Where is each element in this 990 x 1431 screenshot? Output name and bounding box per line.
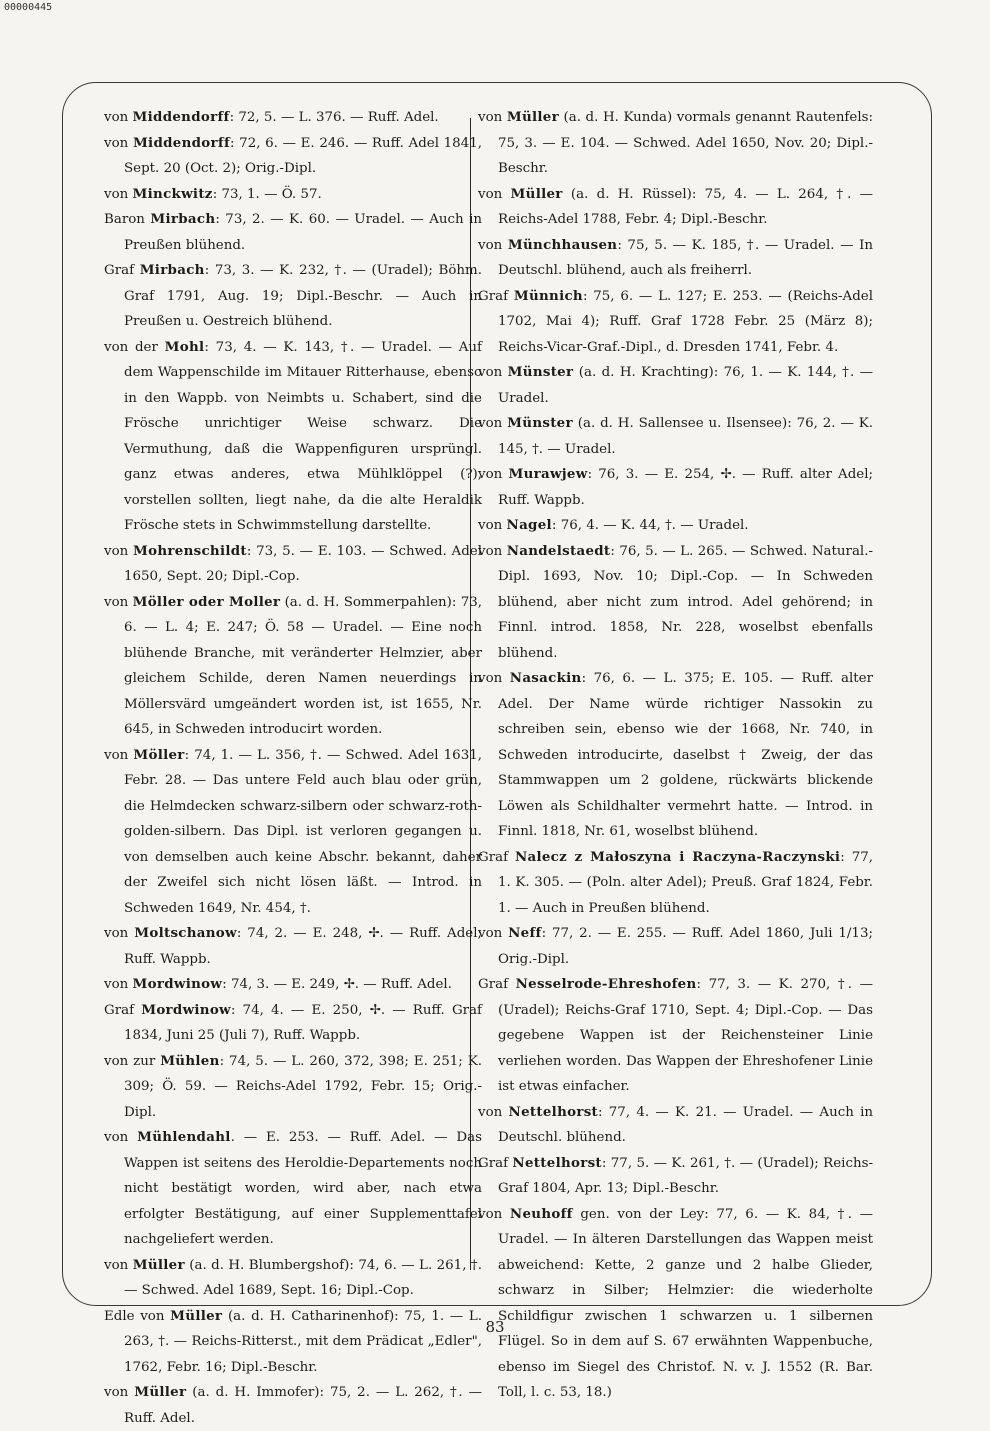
entry-prefix: Graf: [104, 1002, 135, 1018]
entry-name: Münnich: [513, 287, 583, 304]
entry-prefix: von: [478, 1104, 503, 1120]
entry-text: : 76, 6. — L. 375; E. 105. — Ruff. alter Adel. Der Name würde richtiger Nassokin zu schreiben sein, ebenso wie der 1668, Nr. 740, in Schweden introducirte, daselbst † Zweig, der das Stammwappen um 2 goldene, rückwärts blickende Löwen als Schildhalter vermehrt hatte. — Introd. in Finnl. 1818, Nr. 61, woselbst blühend.: [498, 671, 874, 839]
entry-prefix: von: [104, 1385, 129, 1400]
entry-name: Mirbach: [139, 262, 205, 278]
entry: [104, 258, 482, 335]
entry-name: Müller: [170, 1307, 223, 1324]
entry: [104, 131, 482, 182]
entry: [478, 462, 873, 513]
entry-text: (a. d. H. Rüssel): 75, 4. — L. 264, †. — Reichs-Adel 1788, Febr. 4; Dipl.-Beschr.: [498, 186, 873, 227]
entry-name: Mordwinow: [141, 1001, 231, 1018]
entry: [104, 1304, 482, 1381]
entry-text: : 74, 2. — E. 248, ✢. — Ruff. Adel; Ruff. Wappb.: [124, 926, 482, 967]
entry: [478, 666, 873, 845]
entry-name: Mohrenschildt: [133, 542, 247, 559]
entry-name: Nettelhorst: [508, 1103, 599, 1120]
entry: [104, 1049, 482, 1126]
entry: [104, 921, 482, 972]
entry-name: Mirbach: [150, 211, 216, 227]
entry-text: : 76, 4. — K. 44, †. — Uradel.: [551, 518, 749, 533]
entry-name: Nettelhorst: [512, 1154, 602, 1171]
entry-prefix: Graf: [478, 849, 509, 865]
entry-name: Nandelstaedt: [506, 542, 611, 559]
entry-prefix: von: [478, 467, 503, 482]
entry-name: Nagel: [506, 517, 552, 533]
entry-prefix: von: [478, 518, 503, 533]
entry: [478, 284, 873, 361]
entry-prefix: von: [104, 1257, 129, 1273]
entry-text: : 75, 6. — L. 127; E. 253. — (Reichs-Adel 1702, Mai 4); Ruff. Graf 1728 Febr. 25 (März 8); Reichs-Vicar-Graf.-Dipl., d. Dresden 1741, Febr. 4.: [498, 288, 873, 355]
entry-text: : 74, 4. — E. 250, ✢. — Ruff. Graf 1834, Juni 25 (Juli 7), Ruff. Wappb.: [124, 1002, 482, 1043]
entry-name: Münster: [507, 415, 573, 431]
entry: [478, 182, 873, 233]
entry-text: : 77, 5. — K. 261, †. — (Uradel); Reichs-Graf 1804, Apr. 13; Dipl.-Beschr.: [498, 1155, 873, 1196]
entry-text: (a. d. H. Sommerpahlen): 73, 6. — L. 4; E. 247; Ö. 58 — Uradel. — Eine noch blühende Branche, mit veränderter Helmzier, aber gleichem Schilde, deren Namen neuerdings in Möllersvärd umgeändert worden ist, ist 1655, Nr. 645, in Schweden introducirt worden.: [124, 594, 482, 737]
entry-name: Nalecz z Małoszyna i Raczyna-Raczynski: [514, 848, 841, 865]
entry-text: (a. d. H. Sallensee u. Ilsensee): 76, 2. — K. 145, †. — Uradel.: [498, 416, 873, 457]
entry-prefix: Graf: [478, 977, 509, 992]
entry-prefix: von: [478, 926, 503, 941]
entry: [478, 360, 873, 411]
entry-name: Nasackin: [509, 670, 582, 686]
right-column: [478, 105, 873, 1406]
entry-text: : 76, 5. — L. 265. — Schwed. Natural.-Dipl. 1693, Nov. 10; Dipl.-Cop. — In Schweden blühend, aber nicht zum introd. Adel gehörend; in Finnl. introd. 1858, Nr. 228, woselbst ebenfalls blühend.: [498, 543, 873, 661]
entry-prefix: Edle von: [104, 1308, 165, 1324]
entry-prefix: von: [478, 110, 503, 125]
entry: [104, 1253, 482, 1304]
entry-prefix: Baron: [104, 212, 145, 227]
entry-text: gen. von der Ley: 77, 6. — K. 84, †. — Uradel. — In älteren Darstellungen das Wappen meist abweichend: Kette, 2 ganze und 2 halbe Glieder, schwarz in Silber; Helmzier: die wiederholte Schildfigur zwischen 1 schwarzen u. 1 silbernen Flügel. So in dem auf S. 67 erwähnten Wappenbuche, ebenso im Siegel des Christof. N. v. J. 1552 (R. Bar. Toll, l. c. 53, 18.): [498, 1206, 873, 1400]
entry-text: : 75, 5. — K. 185, †. — Uradel. — In Deutschl. blühend, auch als freiherrl.: [498, 237, 874, 278]
entry-name: Mordwinow: [132, 976, 223, 992]
entry: [478, 233, 873, 284]
entry: [478, 411, 873, 462]
entry: [478, 1202, 873, 1406]
entry-name: Müller: [510, 185, 563, 202]
entry: [478, 845, 873, 922]
entry-text: (a. d. H. Blumbergshof): 74, 6. — L. 261, †. — Schwed. Adel 1689, Sept. 16; Dipl.-Cop.: [124, 1257, 482, 1298]
entry: [104, 105, 482, 131]
entry-text: : 73, 2. — K. 60. — Uradel. — Auch in Preußen blühend.: [124, 212, 482, 253]
entry: [478, 105, 873, 182]
entry-text: (a. d. H. Krachting): 76, 1. — K. 144, †. — Uradel.: [498, 365, 873, 406]
entry-prefix: von zur: [104, 1053, 156, 1069]
entry: [478, 921, 873, 972]
entry: [104, 743, 482, 922]
entry: [104, 972, 482, 998]
entry: [104, 539, 482, 590]
entry: [478, 972, 873, 1100]
entry: [478, 513, 873, 539]
entry-name: Middendorff: [132, 109, 230, 125]
entry-text: : 73, 4. — K. 143, †. — Uradel. — Auf dem Wappenschilde im Mitauer Ritterhause, ebenso in den Wappb. von Neimbts u. Schabert, sind die Frösche unrichtiger Weise schwarz. Die Vermuthung, daß die Wappenfiguren ursprüngl. ganz etwas anderes, etwa Mühlklöppel (?), vorstellen sollten, liegt nahe, da die alte Heraldik Frösche stets in Schwimmstellung darstellte.: [124, 339, 483, 533]
entry-name: Neuhoff: [509, 1205, 573, 1222]
entry-name: Moltschanow: [134, 925, 237, 941]
entry-name: Mühlen: [160, 1052, 220, 1069]
entry: [478, 1151, 873, 1202]
entry-text: . — E. 253. — Ruff. Adel. — Das Wappen ist seitens des Heroldie-Departements noch nicht bestätigt worden, wird aber, nach etwa erfolgter Bestätigung, auf einer Supplementtafel nachgeliefert werden.: [124, 1130, 482, 1247]
entry-prefix: von: [104, 977, 129, 992]
entry-text: : 73, 1. — Ö. 57.: [212, 186, 322, 202]
entry: [104, 590, 482, 743]
entry: [104, 998, 482, 1049]
entry-text: : 77, 4. — K. 21. — Uradel. — Auch in Deutschl. blühend.: [498, 1104, 873, 1145]
entry-prefix: von: [104, 926, 129, 941]
entry-name: Müller: [506, 109, 559, 125]
entry-prefix: Graf: [104, 263, 135, 278]
entry-text: : 74, 5. — L. 260, 372, 398; E. 251; K. 309; Ö. 59. — Reichs-Adel 1792, Febr. 15; Orig.-Dipl.: [124, 1053, 483, 1120]
entry-name: Neff: [508, 925, 542, 941]
entry: [478, 539, 873, 667]
entry-prefix: von: [478, 671, 503, 686]
entry-prefix: von: [478, 186, 503, 202]
entry-text: (a. d. H. Immofer): 75, 2. — L. 262, †. — Ruff. Adel.: [124, 1385, 482, 1426]
entry-prefix: von: [104, 135, 129, 151]
entry-text: : 73, 3. — K. 232, †. — (Uradel); Böhm. Graf 1791, Aug. 19; Dipl.-Beschr. — Auch in Preußen u. Oestreich blühend.: [124, 263, 482, 329]
entry: [104, 207, 482, 258]
entry-prefix: Graf: [478, 1155, 509, 1171]
entry-name: Müller: [134, 1384, 187, 1400]
entry-name: Möller: [133, 746, 185, 763]
entry-prefix: von: [104, 543, 129, 559]
entry-name: Müller: [132, 1256, 185, 1273]
entry-text: : 74, 1. — L. 356, †. — Schwed. Adel 1631, Febr. 28. — Das untere Feld auch blau oder grün, die Helmdecken schwarz-silbern oder schwarz-roth-golden-silbern. Das Dipl. ist verloren gegangen u. von demselben auch keine Abschr. bekannt, daher der Zweifel sich nicht lösen läßt. — Introd. in Schweden 1649, Nr. 454, †.: [124, 747, 482, 916]
entry-name: Nesselrode-Ehreshofen: [515, 976, 697, 992]
page-number: 83: [485, 1318, 505, 1336]
entry-text: : 72, 6. — E. 246. — Ruff. Adel 1841, Sept. 20 (Oct. 2); Orig.-Dipl.: [124, 135, 482, 176]
entry-name: Middendorff: [132, 134, 230, 151]
entry: [104, 182, 482, 208]
entry-text: : 77, 2. — E. 255. — Ruff. Adel 1860, Juli 1/13; Orig.-Dipl.: [498, 926, 873, 967]
entry-text: : 72, 5. — L. 376. — Ruff. Adel.: [229, 110, 439, 125]
scan-id: 00000445: [4, 2, 53, 13]
entry-prefix: von: [478, 237, 503, 253]
entry: [104, 1125, 482, 1253]
entry-name: Mohl: [164, 338, 205, 355]
entry-prefix: von: [478, 543, 503, 559]
entry-text: : 76, 3. — E. 254, ✢. — Ruff. alter Adel; Ruff. Wappb.: [498, 467, 873, 508]
entry-prefix: von der: [104, 339, 158, 355]
entry-prefix: von: [104, 1130, 129, 1145]
entry-text: : 74, 3. — E. 249, ✢. — Ruff. Adel.: [222, 977, 452, 992]
entry-prefix: von: [478, 1206, 503, 1222]
entry-name: Mühlendahl: [137, 1129, 231, 1145]
entry-prefix: von: [478, 416, 503, 431]
entry: [104, 335, 482, 539]
entry-name: Murawjew: [508, 466, 588, 482]
entry-text: : 77, 1. K. 305. — (Poln. alter Adel); Preuß. Graf 1824, Febr. 1. — Auch in Preußen blühend.: [498, 849, 873, 916]
entry-text: (a. d. H. Kunda) vormals genannt Rautenfels: 75, 3. — E. 104. — Schwed. Adel 1650, Nov. 20; Dipl.-Beschr.: [498, 110, 873, 176]
entry: [478, 1100, 873, 1151]
entry-prefix: von: [478, 365, 503, 380]
entry-prefix: von: [104, 594, 129, 610]
left-column: [104, 105, 482, 1431]
entry-name: Möller oder Moller: [132, 593, 281, 610]
entry-name: Münchhausen: [507, 236, 618, 253]
entry-prefix: von: [104, 110, 129, 125]
entry: [104, 1380, 482, 1431]
entry-text: : 77, 3. — K. 270, †. — (Uradel); Reichs-Graf 1710, Sept. 4; Dipl.-Cop. — Das gegebene Wappen ist der Reichensteiner Linie verliehen worden. Das Wappen der Ehreshofener Linie ist etwas einfacher.: [498, 977, 873, 1094]
entry-name: Minckwitz: [132, 185, 213, 202]
entry-prefix: von: [104, 747, 129, 763]
entry-prefix: von: [104, 186, 129, 202]
entry-text: (a. d. H. Catharinenhof): 75, 1. — L. 263, †. — Reichs-Ritterst., mit dem Prädicat „Edler", 1762, Febr. 16; Dipl.-Beschr.: [124, 1308, 482, 1375]
entry-name: Münster: [507, 364, 574, 380]
entry-prefix: Graf: [478, 288, 509, 304]
entry-text: : 73, 5. — E. 103. — Schwed. Adel 1650, Sept. 20; Dipl.-Cop.: [124, 543, 482, 584]
